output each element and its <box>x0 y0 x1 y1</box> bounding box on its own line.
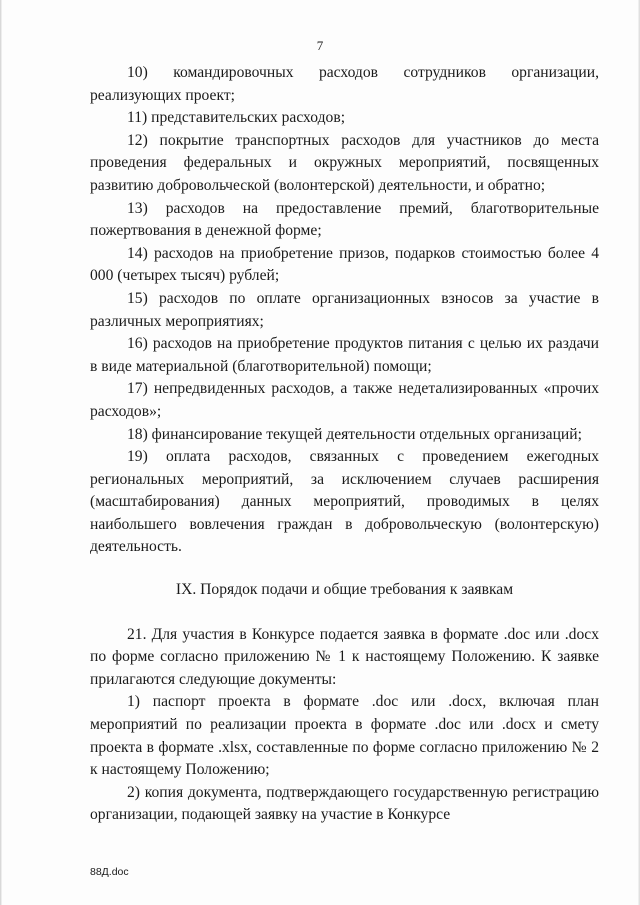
list-item: 10) командировочных расходов сотрудников организации, реализующих проект; <box>90 64 599 104</box>
list-item: 13) расходов на предоставление премий, благотворительные пожертвования в денежной форме; <box>90 199 599 240</box>
page-number: 7 <box>316 38 324 53</box>
list-item: 14) расходов на приобретение призов, подарков стоимостью более 4 000 (четырех тысяч) рублей; <box>90 244 599 285</box>
list-item: 19) оплата расходов, связанных с проведением ежегодных региональных мероприятий, за исключением случаев расширения (масштабирования) данных мероприятий, проводимых в целях наибольшего вовлечения граждан в добровольческую (волонтерскую) деятельность. <box>90 448 599 556</box>
list-item: 15) расходов по оплате организационных взносов за участие в различных мероприятиях; <box>90 289 599 330</box>
section-heading: IX. Порядок подачи и общие требования к заявкам <box>175 581 514 599</box>
list-item: 17) непредвиденных расходов, а также недетализированных «прочих расходов»; <box>90 380 599 420</box>
list-item: 18) финансирование текущей деятельности отдельных организаций; <box>127 425 582 443</box>
list-item: 12) покрытие транспортных расходов для участников до места проведения федеральных и окружных мероприятий, посвященных развитию добровольческой (волонтерской) деятельности, и обратно; <box>90 131 599 194</box>
footer-filename: 88Д.doc <box>90 866 129 878</box>
list-item: 11) представительских расходов; <box>127 109 346 127</box>
paragraph-21: 21. Для участия в Конкурсе подается заявка в формате .doc или .docx по форме согласно приложению № 1 к настоящему Положению. К заявке прилагаются следующие документы: <box>90 625 599 688</box>
list-item: 16) расходов на приобретение продуктов питания с целью их раздачи в виде материальной (благотворительной) помощи; <box>90 335 599 375</box>
document-body <box>90 62 599 827</box>
sub-list-item: 2) копия документа, подтверждающего государственную регистрацию организации, подающей заявку на участие в Конкурсе <box>90 783 599 824</box>
scan-edge-left <box>0 0 2 905</box>
sub-list-item: 1) паспорт проекта в формате .doc или .docx, включая план мероприятий по реализации проекта в формате .doc или .docx и смету проекта в формате .xlsx, составленные по форме согласно приложению № 2 к настоящему Положению; <box>90 693 599 779</box>
